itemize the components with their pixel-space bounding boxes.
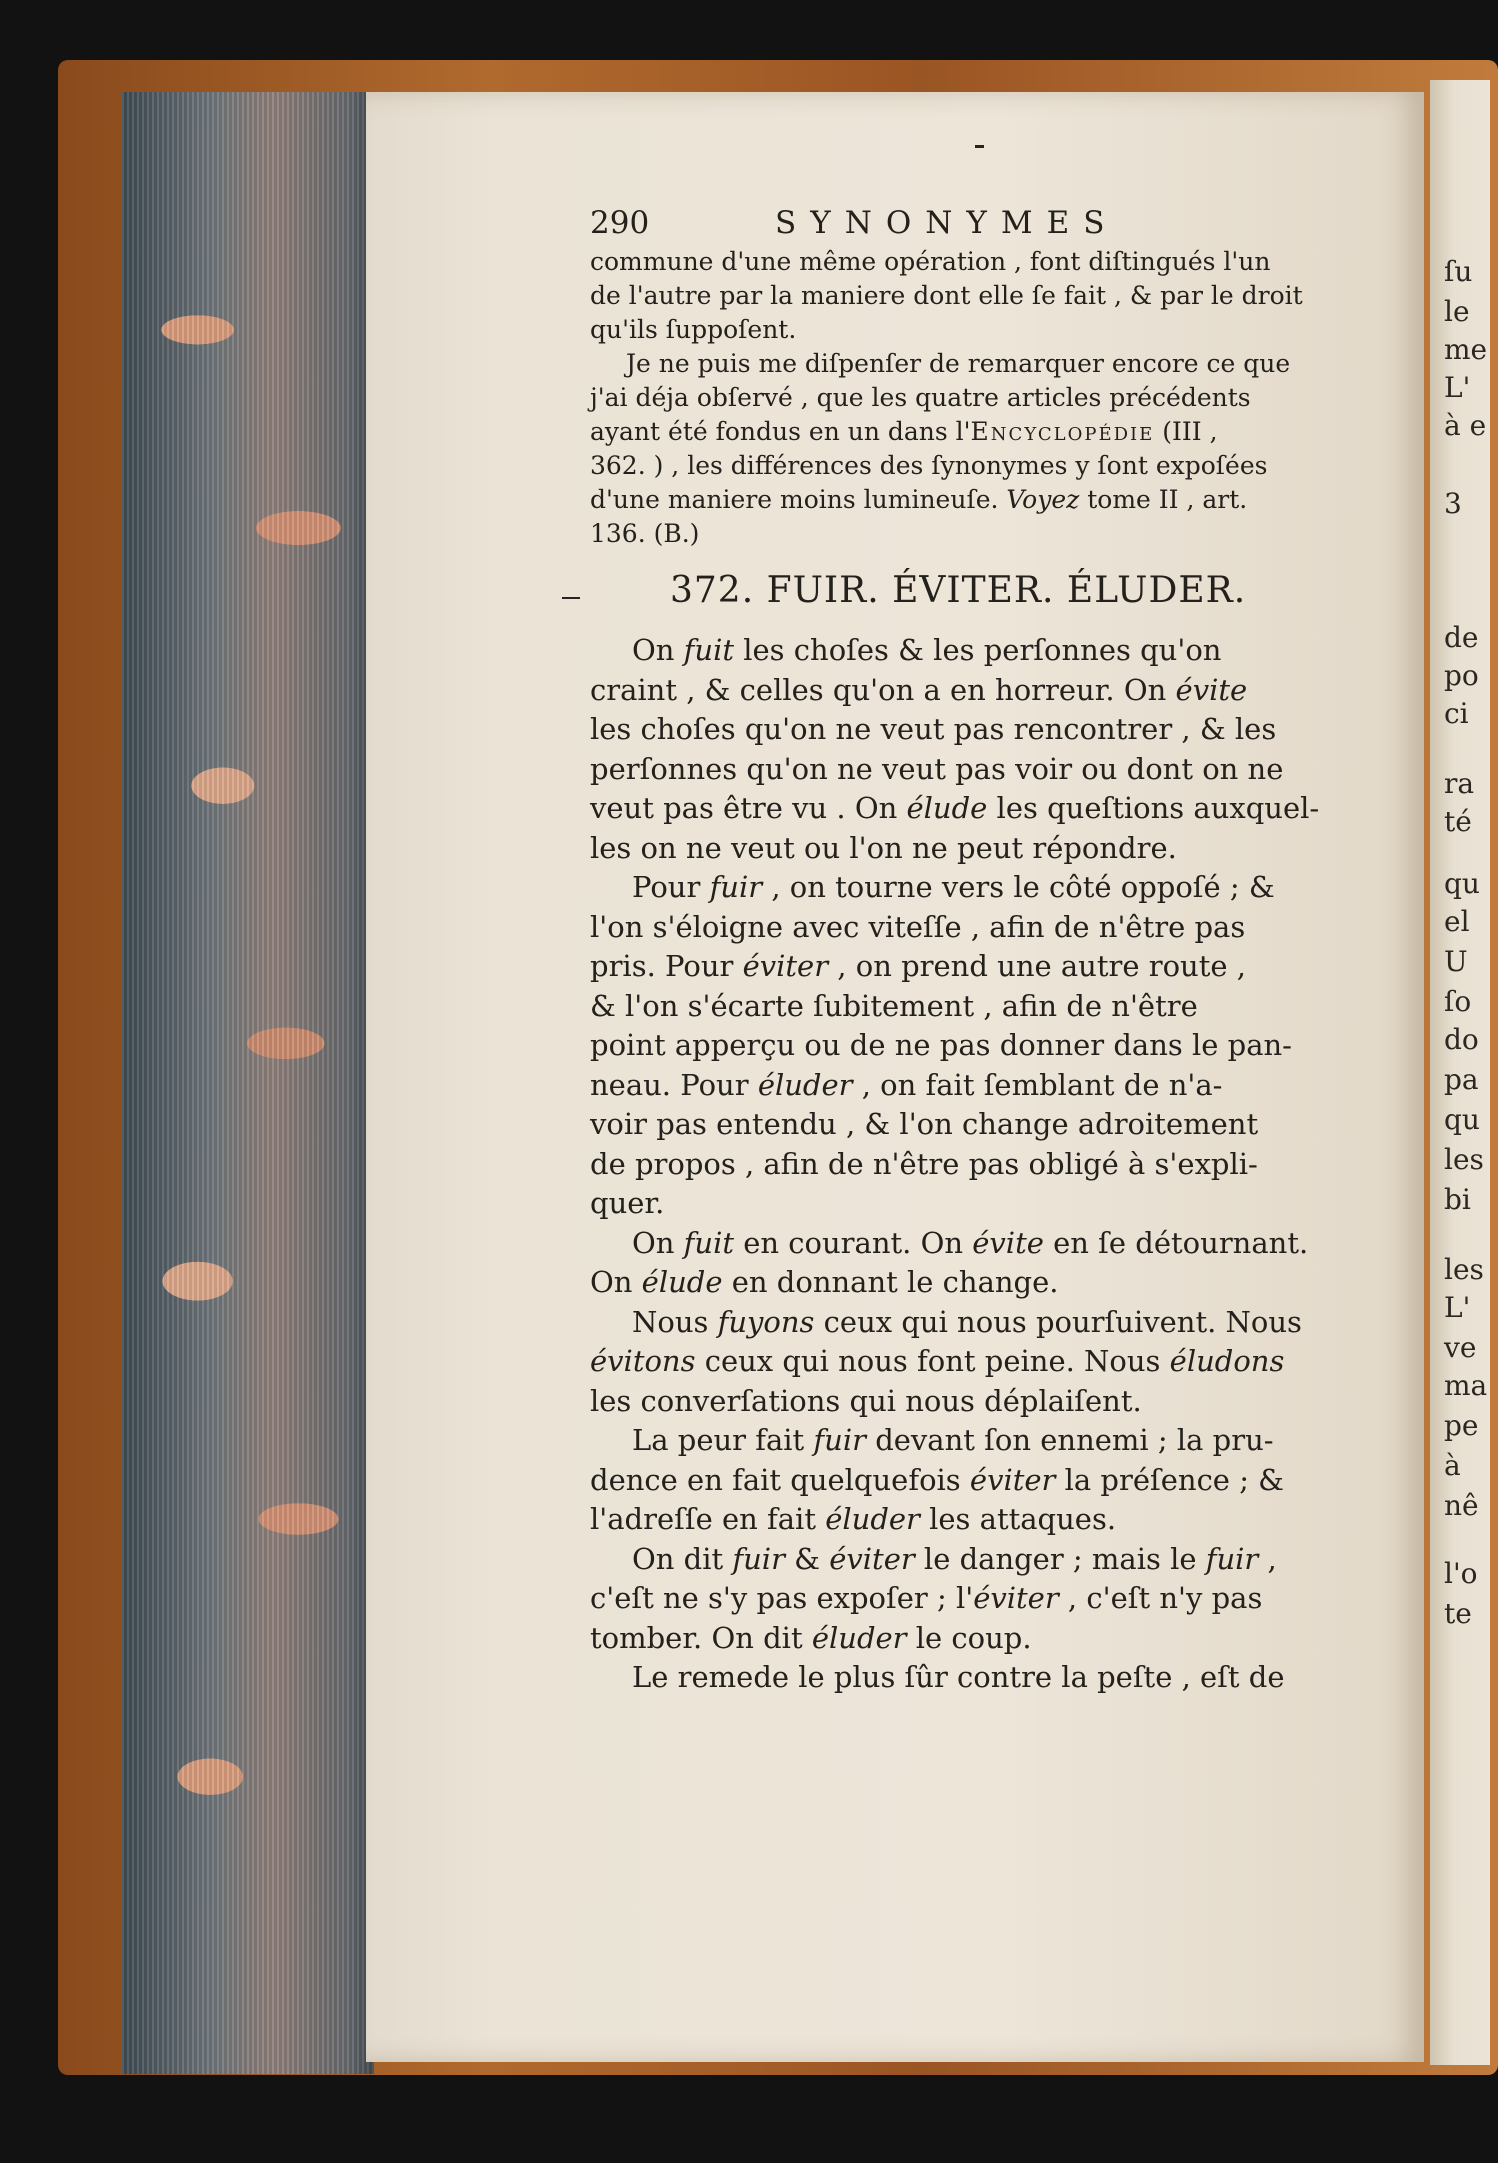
facing-fragment: l'o (1444, 1557, 1478, 1590)
facing-fragment: de (1444, 621, 1479, 654)
facing-fragment: me (1444, 333, 1488, 366)
text-run: Nous (632, 1304, 718, 1339)
text-run: les attaques. (919, 1502, 1117, 1536)
italic-run: éludons (1169, 1344, 1285, 1378)
facing-fragment: pe (1444, 1409, 1479, 1442)
facing-fragment: U (1444, 945, 1468, 978)
facing-fragment: nê (1444, 1489, 1479, 1522)
facing-fragment: ſu (1444, 255, 1473, 288)
text-line (590, 868, 1370, 908)
text-line: Je ne puis me diſpenſer de remarquer encore ce que (626, 349, 1291, 378)
italic-run: fuit (683, 633, 735, 667)
text-line: & l'on s'écarte ſubitement , afin de n'être (590, 988, 1198, 1023)
italic-run: éluder (757, 1067, 853, 1102)
text-run: (III , (1154, 417, 1218, 446)
facing-fragment: les (1444, 1143, 1484, 1176)
facing-fragment: té (1444, 805, 1472, 838)
facing-fragment: bi (1444, 1183, 1471, 1216)
text-line: les choſes qu'on ne veut pas rencontrer , & les (590, 712, 1277, 746)
text-line (590, 415, 1370, 449)
text-line (590, 631, 1370, 671)
text-run: ceux qui nous font peine. Nous (695, 1344, 1170, 1378)
facing-fragment: ſo (1444, 985, 1472, 1018)
italic-run: éviter (742, 949, 829, 983)
text-run: , (1258, 1541, 1277, 1576)
text-line (590, 1619, 1370, 1659)
text-line: de propos , afin de n'être pas obligé à s'expli- (590, 1146, 1258, 1181)
text-line: 362. ) , les différences des ſynonymes y ſont expoſées (590, 451, 1268, 480)
italic-run: fuyons (717, 1304, 815, 1339)
text-line (590, 1579, 1370, 1619)
text-run: l'adreſſe en fait (590, 1502, 826, 1536)
facing-fragment: ve (1444, 1331, 1477, 1364)
text-run: veut pas être vu . On (590, 791, 907, 825)
italic-run: fuir (1205, 1541, 1259, 1576)
text-run: On dit (632, 1541, 733, 1576)
text-run: en donnant le change. (722, 1265, 1059, 1299)
facing-fragment: do (1444, 1023, 1479, 1056)
text-run: ceux qui nous pourſuivent. Nous (814, 1304, 1302, 1339)
italic-run: fuir (813, 1423, 866, 1457)
italic-run: éviter (969, 1462, 1056, 1497)
text-line (590, 1461, 1370, 1501)
encyclopedie-title: Encyclopédie (970, 417, 1155, 446)
article-body (590, 631, 1370, 1698)
text-run: c'eſt ne s'y pas expoſer ; l' (590, 1581, 974, 1615)
page-header (590, 205, 1370, 245)
facing-fragment: 3 (1444, 487, 1462, 520)
italic-run: éluder (825, 1502, 920, 1536)
facing-fragment: ma (1444, 1369, 1488, 1402)
italic-run: Voyez (1006, 485, 1080, 514)
text-run: On (590, 1265, 642, 1299)
ink-dash (975, 145, 984, 148)
text-run: le danger ; mais le (914, 1541, 1206, 1576)
facing-fragment: qu (1444, 1103, 1480, 1136)
italic-run: éviter (829, 1541, 915, 1576)
text-line: point apperçu ou de ne pas donner dans le pan- (590, 1028, 1292, 1062)
facing-fragment: ra (1444, 767, 1475, 800)
facing-fragment: el (1444, 905, 1470, 938)
facing-fragment: à e (1444, 409, 1487, 442)
text-run: la préſence ; & (1055, 1462, 1284, 1497)
text-line: voir pas entendu , & l'on change adroitement (590, 1107, 1259, 1141)
text-run: , on fait ſemblant de n'a- (852, 1067, 1223, 1102)
text-line (590, 1303, 1370, 1343)
text-line: qu'ils ſuppoſent. (590, 315, 797, 344)
italic-run: élude (906, 791, 988, 825)
text-run: tomber. On dit (590, 1620, 812, 1655)
text-line (590, 1263, 1370, 1303)
text-line (590, 483, 1370, 517)
facing-fragment: les (1444, 1253, 1484, 1286)
text-run: les queſtions auxquel- (987, 791, 1320, 825)
text-run: ayant été fondus en un dans l' (590, 417, 971, 446)
facing-fragment: à (1444, 1449, 1461, 1482)
text-line (590, 789, 1370, 829)
facing-fragment: L' (1444, 1291, 1471, 1324)
marbled-fore-edge (122, 92, 374, 2074)
text-run: & (784, 1541, 830, 1576)
text-line (590, 1066, 1370, 1106)
article-heading: 372. FUIR. ÉVITER. ÉLUDER. (670, 570, 1247, 611)
italic-run: évite (1175, 672, 1248, 707)
italic-run: fuir (732, 1541, 785, 1576)
text-run: On (632, 1225, 684, 1260)
italic-run: évite (972, 1225, 1044, 1260)
text-run: , on tourne vers le côté oppoſé ; & (762, 870, 1275, 904)
italic-run: éluder (811, 1620, 907, 1655)
text-line (590, 1224, 1370, 1264)
italic-run: fuit (683, 1225, 735, 1260)
facing-page-edge (1430, 80, 1490, 2065)
text-run: d'une maniere moins lumineuſe. (590, 485, 1007, 514)
text-run: dence en fait quelquefois (590, 1462, 970, 1497)
text-line: Le remede le plus ſûr contre la peſte , eſt de (632, 1660, 1285, 1694)
facing-fragment: po (1444, 659, 1479, 692)
text-run: La peur fait (632, 1423, 814, 1457)
facing-fragment: ci (1444, 697, 1469, 730)
text-line: les converſations qui nous déplaiſent. (590, 1383, 1142, 1418)
text-line: perſonnes qu'on ne veut pas voir ou dont on ne (590, 751, 1284, 786)
text-line: l'on s'éloigne avec viteſſe , afin de n'être pas (590, 909, 1246, 944)
text-run: neau. Pour (590, 1067, 758, 1102)
text-run: , c'eſt n'y pas (1058, 1581, 1263, 1615)
intro-paragraph (590, 245, 1370, 551)
text-run: en courant. On (734, 1225, 973, 1260)
text-run: tome II , art. (1079, 485, 1248, 514)
text-line: quer. (590, 1186, 665, 1220)
facing-fragment: te (1444, 1597, 1472, 1630)
text-run: devant ſon ennemi ; la pru- (865, 1423, 1274, 1457)
text-line: commune d'une même opération , font diſtingués l'un (590, 247, 1271, 276)
text-line (590, 671, 1370, 711)
page-text (590, 205, 1370, 1698)
italic-run: fuir (709, 870, 763, 904)
text-line (590, 1342, 1370, 1382)
text-line: de l'autre par la maniere dont elle ſe fait , & par le droit (590, 281, 1303, 310)
text-run: pris. Pour (590, 949, 743, 983)
text-run: On (632, 633, 684, 667)
running-head: SYNONYMES (775, 205, 1119, 241)
facing-fragment: le (1444, 295, 1470, 328)
facing-fragment: L' (1444, 371, 1471, 404)
text-run: craint , & celles qu'on a en horreur. On (590, 672, 1176, 707)
text-line: j'ai déja obſervé , que les quatre articles précédents (590, 383, 1251, 412)
italic-run: élude (641, 1265, 723, 1299)
text-line: 136. (B.) (590, 519, 700, 548)
italic-run: évitons (590, 1344, 696, 1378)
text-run: le coup. (906, 1620, 1032, 1655)
text-run: Pour (632, 870, 710, 904)
text-run: les choſes & les perſonnes qu'on (734, 633, 1222, 667)
text-run: en ſe détournant. (1043, 1225, 1309, 1260)
text-line (590, 1540, 1370, 1580)
text-line (590, 1500, 1370, 1540)
italic-run: éviter (973, 1581, 1059, 1615)
ink-dash (562, 597, 580, 599)
facing-fragment: qu (1444, 867, 1480, 900)
text-line: les on ne veut ou l'on ne peut répondre. (590, 830, 1177, 865)
page-number: 290 (590, 205, 650, 241)
text-line (590, 947, 1370, 987)
text-line (590, 1421, 1370, 1461)
text-run: , on prend une autre route , (828, 949, 1246, 983)
facing-fragment: pa (1444, 1063, 1479, 1096)
